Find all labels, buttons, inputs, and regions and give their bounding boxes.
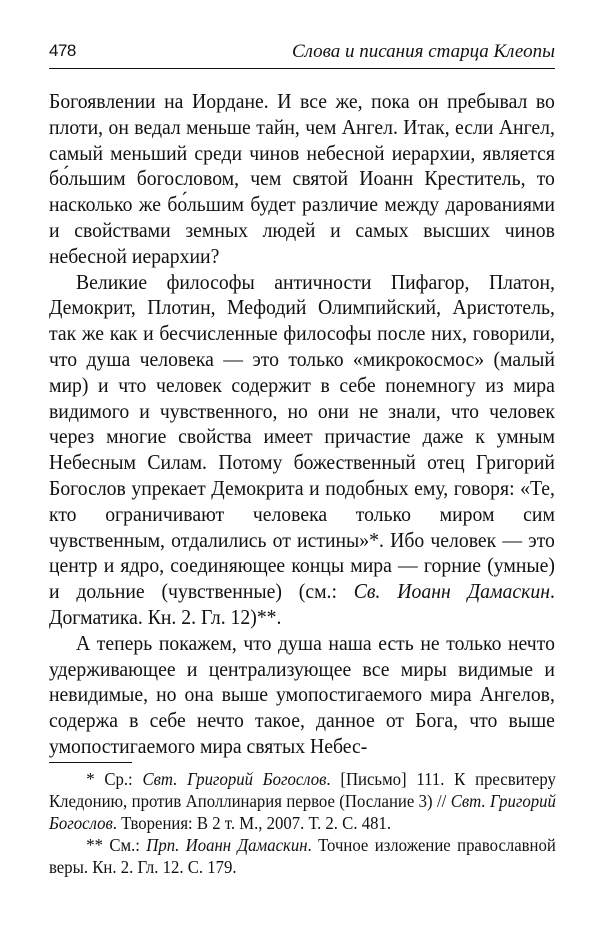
paragraph-3: А теперь покажем, что душа наша есть не только нечто удерживающее и централизующее все миры видимые и невидимые, но она выше умопостигаемого мира Ангелов, содержа в себе нечто такое, данное от Бога, что выше умопостигаемого мира святых Небес- [49,630,555,758]
running-header [49,41,555,65]
page-number: 478 [49,41,76,60]
footnote-2-text-a: . Точное изложение православной веры. Кн. 2. Гл. 12. С. 179. [49,835,556,877]
footnote-1-author-2: Свт. Григорий Богослов [49,791,556,833]
paragraph-2-text-b: . Догматика. Кн. 2. Гл. 12)**. [49,579,555,629]
header-rule [49,68,555,69]
running-title: Слова и писания старца Клеопы [291,41,555,62]
body-text [49,89,555,760]
footnote-1-author: Свт. Григорий Богослов [142,769,327,789]
footnote-2-author: Прп. Иоанн Дамаскин [146,835,308,855]
footnotes [49,768,556,878]
footnote-1-text-a: . [Письмо] 111. К пресвитеру Кледонию, против Аполлинария первое (Послание 3) // [49,769,556,811]
paragraph-2-text-a: Великие философы античности Пифагор, Платон, Демокрит, Плотин, Мефодий Олимпийский, Аристотель, так же как и бесчисленные философы после них, говорили, что душа человека — это только «микрокосмос» (малый мир) и что человек содержит в себе понемногу из мира видимого и чувственного, но они не знали, что человек через многие свойства имеет причастие даже к умным Небесным Силам. Потому божественный отец Григорий Богослов упрекает Демокрита и подобных ему, говоря: «Те, кто ограничивают человека только миром сим чувственным, отдалились от истины»*. Ибо человек — это центр и ядро, соединяющее концы мира — горние (умные) и дольние (чувственные) (см.: [49,269,555,604]
footnote-1-text-b: . Творения: В 2 т. М., 2007. Т. 2. С. 481. [112,813,392,833]
paragraph-2 [49,270,555,631]
footnote-1 [49,768,556,834]
footnote-1-marker: * Ср.: [86,769,143,789]
footnote-2-marker: ** См.: [86,835,147,855]
footnote-rule [49,762,132,763]
footnote-2 [49,834,556,878]
citation-author: Св. Иоанн Дамаскин [353,579,550,604]
paragraph-1: Богоявлении на Иордане. И все же, пока он пребывал во плоти, он ведал меньше тайн, чем Ангел. Итак, если Ангел, самый меньший среди чинов небесной иерархии, является бо́льшим богословом, чем святой Иоанн Креститель, то насколько же бо́льшим будет различие между дарованиями и свойствами земных людей и самых высших чинов небесной иерархии? [49,89,555,268]
